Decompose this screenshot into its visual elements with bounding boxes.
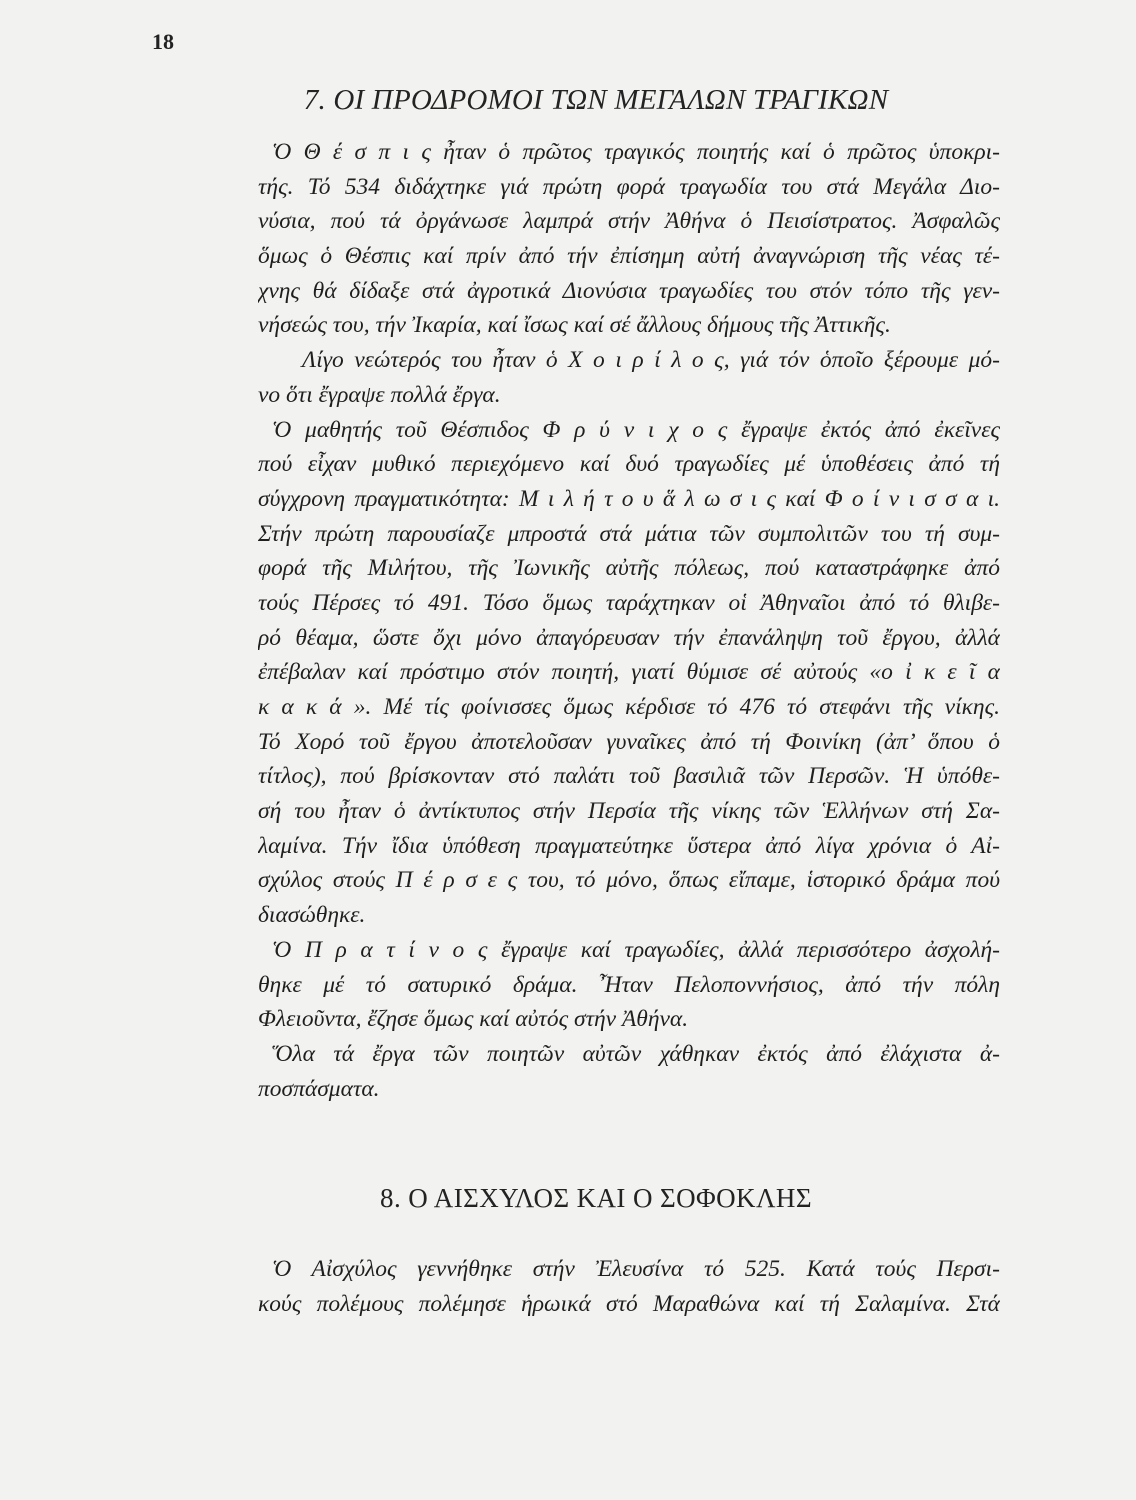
text-line: Ὁ Αἰσχύλος γεννήθηκε στήν Ἐλευσίνα τό 525. Κατά τούς Περσι-: [272, 1256, 1000, 1282]
text-line: διασώθηκε.: [258, 902, 366, 929]
text-line: σή του ἦταν ὁ ἀντίκτυπος στήν Περσία τῆς νίκης τῶν Ἑλλήνων στή Σα-: [258, 798, 1000, 825]
text-line: Τό Χορό τοῦ ἔργου ἀποτελοῦσαν γυναῖκες ἀπό τή Φοινίκη (ἀπ’ ὅπου ὁ: [258, 728, 1000, 755]
text-line: τίτλος), πού βρίσκονταν στό παλάτι τοῦ βασιλιᾶ τῶν Περσῶν. Ἡ ὑπόθε-: [258, 763, 1000, 790]
text-line: νήσεώς του, τήν Ἰκαρία, καί ἴσως καί σέ ἄλλους δήμους τῆς Ἀττικῆς.: [258, 312, 891, 339]
text-line: Λίγο νεώτερός του ἦταν ὁ Χ ο ι ρ ί λ ο ς, γιά τόν ὁποῖο ξέρουμε μό-: [302, 347, 1000, 374]
text-line: νύσια, πού τά ὀργάνωσε λαμπρά στήν Ἀθήνα ὁ Πεισίστρατος. Ἀσφαλῶς: [258, 208, 1000, 235]
paragraph: [258, 1252, 1000, 1321]
text-line: θηκε μέ τό σατυρικό δράμα. Ἦταν Πελοποννήσιος, ἀπό τήν πόλη: [258, 971, 1000, 998]
text-line: σύγχρονη πραγματικότητα: Μ ι λ ή τ ο υ ἅ λ ω σ ι ς καί Φ ο ί ν ι σ σ α ι.: [258, 485, 1000, 512]
paragraph: [258, 1037, 1000, 1106]
paragraph: [258, 135, 1000, 343]
section-body: [258, 135, 1000, 1106]
section-heading: 7. ΟΙ ΠΡΟΔΡΟΜΟΙ ΤΩΝ ΜΕΓΑΛΩΝ ΤΡΑΓΙΚΩΝ: [303, 84, 889, 116]
text-line: ρό θέαμα, ὥστε ὄχι μόνο ἀπαγόρευσαν τήν ἐπανάληψη τοῦ ἔργου, ἀλλά: [258, 624, 1000, 651]
page-number: 18: [152, 29, 174, 54]
text-line: χνης θά δίδαξε στά ἀγροτικά Διονύσια τραγωδίες του στόν τόπο τῆς γεν-: [258, 277, 1000, 304]
text-line: νο ὅτι ἔγραψε πολλά ἔργα.: [258, 381, 501, 408]
text-line: ὅμως ὁ Θέσπις καί πρίν ἀπό τήν ἐπίσημη αὐτή ἀναγνώριση τῆς νέας τέ-: [258, 243, 1000, 270]
text-line: σχύλος στούς Π έ ρ σ ε ς του, τό μόνο, ὅπως εἴπαμε, ἱστορικό δράμα πού: [258, 867, 1000, 894]
section-body: [258, 1252, 1000, 1321]
paragraph: [258, 413, 1000, 933]
text-line: τής. Τό 534 διδάχτηκε γιά πρώτη φορά τραγωδία του στά Μεγάλα Διο-: [258, 173, 1000, 200]
text-line: πού εἶχαν μυθικό περιεχόμενο καί δυό τραγωδίες μέ ὑποθέσεις ἀπό τή: [258, 451, 1000, 478]
text-line: ποσπάσματα.: [258, 1075, 380, 1102]
text-line: λαμίνα. Τήν ἴδια ὑπόθεση πραγματεύτηκε ὕστερα ἀπό λίγα χρόνια ὁ Αἰ-: [258, 832, 1000, 859]
text-line: Στήν πρώτη παρουσίαζε μπροστά στά μάτια τῶν συμπολιτῶν του τή συμ-: [258, 520, 1000, 547]
text-line: Φλειοῦντα, ἔζησε ὅμως καί αὐτός στήν Ἀθήνα.: [258, 1006, 689, 1033]
section-heading: 8. Ο ΑΙΣΧΥΛΟΣ ΚΑΙ Ο ΣΟΦΟΚΛΗΣ: [380, 1183, 812, 1213]
text-line: κούς πολέμους πολέμησε ἡρωικά στό Μαραθώνα καί τή Σαλαμίνα. Στά: [258, 1290, 1000, 1317]
text-line: Ὁ μαθητής τοῦ Θέσπιδος Φ ρ ύ ν ι χ ο ς ἔγραψε ἐκτός ἀπό ἐκεῖνες: [272, 416, 1000, 443]
text-line: τούς Πέρσες τό 491. Τόσο ὅμως ταράχτηκαν οἱ Ἀθηναῖοι ἀπό τό θλιβε-: [258, 589, 1000, 616]
text-line: Ὅλα τά ἔργα τῶν ποιητῶν αὐτῶν χάθηκαν ἐκτός ἀπό ἐλάχιστα ἀ-: [272, 1040, 1000, 1067]
text-line: κ α κ ά ». Μέ τίς φοίνισσες ὅμως κέρδισε τό 476 τό στεφάνι τῆς νίκης.: [258, 694, 1000, 720]
text-line: Ὁ Θ έ σ π ι ς ἦταν ὁ πρῶτος τραγικός ποιητής καί ὁ πρῶτος ὑποκρι-: [272, 139, 1000, 165]
paragraph: [258, 933, 1000, 1037]
text-line: φορά τῆς Μιλήτου, τῆς Ἰωνικῆς αὐτῆς πόλεως, πού καταστράφηκε ἀπό: [258, 555, 1000, 582]
paragraph: [258, 343, 1000, 412]
text-line: ἐπέβαλαν καί πρόστιμο στόν ποιητή, γιατί θύμισε σέ αὐτούς «ο ἰ κ ε ῖ α: [258, 659, 1000, 686]
text-line: Ὁ Π ρ α τ ί ν ο ς ἔγραψε καί τραγωδίες, ἀλλά περισσότερο ἀσχολή-: [272, 936, 1000, 963]
